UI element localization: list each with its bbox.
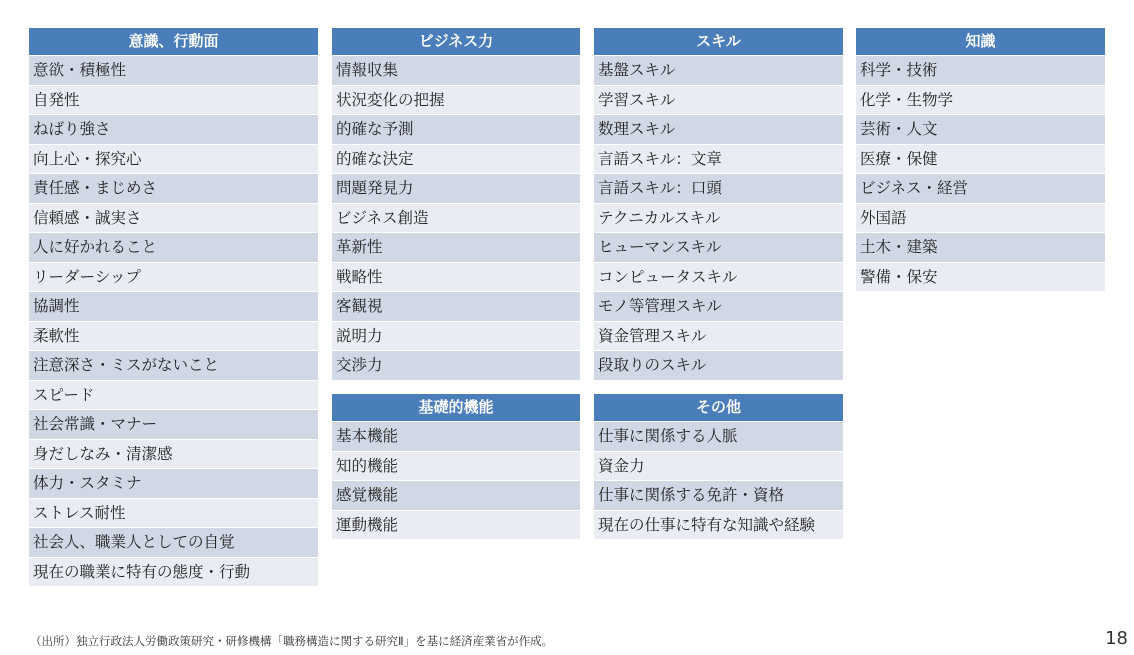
table-cell: 戦略性 — [332, 262, 580, 292]
table-cell: ビジネス・経営 — [856, 173, 1105, 203]
table-cell: 段取りのスキル — [594, 350, 843, 380]
table-cell: 感覚機能 — [332, 480, 580, 510]
table-cell: 的確な予測 — [332, 114, 580, 144]
table-cell: 信頼感・誠実さ — [29, 203, 318, 233]
table-cell: 言語スキル：文章 — [594, 144, 843, 174]
table-cell: 情報収集 — [332, 55, 580, 85]
table-cell: 協調性 — [29, 291, 318, 321]
table-cell: 社会人、職業人としての自覚 — [29, 527, 318, 557]
table-cell: ストレス耐性 — [29, 498, 318, 528]
table-cell: 身だしなみ・清潔感 — [29, 439, 318, 469]
table-cell: 的確な決定 — [332, 144, 580, 174]
table-cell: テクニカルスキル — [594, 203, 843, 233]
table-cell: 向上心・探究心 — [29, 144, 318, 174]
table-cell: スピード — [29, 380, 318, 410]
table-cell: 外国語 — [856, 203, 1105, 233]
table-cell: 仕事に関係する免許・資格 — [594, 480, 843, 510]
table-cell: 意欲・積極性 — [29, 55, 318, 85]
table-cell: ねばり強さ — [29, 114, 318, 144]
table-cell: 学習スキル — [594, 85, 843, 115]
table-cell: 知的機能 — [332, 451, 580, 481]
table-cell: 芸術・人文 — [856, 114, 1105, 144]
table-cell: ヒューマンスキル — [594, 232, 843, 262]
source-note: （出所）独立行政法人労働政策研究・研修機構「職務構造に関する研究Ⅱ」を基に経済産業省が作成。 — [30, 634, 554, 648]
table-cell: 注意深さ・ミスがないこと — [29, 350, 318, 380]
page-number: 18 — [1105, 628, 1128, 649]
table-header-business: ビジネス力 — [332, 28, 580, 55]
table-business — [332, 28, 580, 380]
table-cell: 医療・保健 — [856, 144, 1105, 174]
table-header-other: その他 — [594, 394, 843, 421]
table-cell: 柔軟性 — [29, 321, 318, 351]
table-cell: モノ等管理スキル — [594, 291, 843, 321]
table-cell: コンピュータスキル — [594, 262, 843, 292]
table-cell: 交渉力 — [332, 350, 580, 380]
table-knowledge — [856, 28, 1105, 291]
table-header-skill: スキル — [594, 28, 843, 55]
table-cell: 自発性 — [29, 85, 318, 115]
table-basic — [332, 394, 580, 539]
table-cell: 社会常識・マナー — [29, 409, 318, 439]
table-cell: 説明力 — [332, 321, 580, 351]
table-cell: 状況変化の把握 — [332, 85, 580, 115]
table-attitude — [29, 28, 318, 586]
table-cell: ビジネス創造 — [332, 203, 580, 233]
table-cell: 科学・技術 — [856, 55, 1105, 85]
table-cell: 仕事に関係する人脈 — [594, 421, 843, 451]
table-cell: リーダーシップ — [29, 262, 318, 292]
table-skill — [594, 28, 843, 380]
table-cell: 土木・建築 — [856, 232, 1105, 262]
table-cell: 革新性 — [332, 232, 580, 262]
table-header-knowledge: 知識 — [856, 28, 1105, 55]
table-cell: 警備・保安 — [856, 262, 1105, 292]
table-header-attitude: 意識、行動面 — [29, 28, 318, 55]
table-cell: 現在の仕事に特有な知識や経験 — [594, 510, 843, 540]
table-cell: 人に好かれること — [29, 232, 318, 262]
table-cell: 責任感・まじめさ — [29, 173, 318, 203]
table-cell: 基盤スキル — [594, 55, 843, 85]
table-cell: 化学・生物学 — [856, 85, 1105, 115]
table-cell: 基本機能 — [332, 421, 580, 451]
table-cell: 資金管理スキル — [594, 321, 843, 351]
table-cell: 客観視 — [332, 291, 580, 321]
table-cell: 問題発見力 — [332, 173, 580, 203]
table-other — [594, 394, 843, 539]
table-cell: 運動機能 — [332, 510, 580, 540]
table-cell: 体力・スタミナ — [29, 468, 318, 498]
table-header-basic: 基礎的機能 — [332, 394, 580, 421]
table-cell: 現在の職業に特有の態度・行動 — [29, 557, 318, 587]
table-cell: 数理スキル — [594, 114, 843, 144]
table-cell: 言語スキル：口頭 — [594, 173, 843, 203]
table-cell: 資金力 — [594, 451, 843, 481]
